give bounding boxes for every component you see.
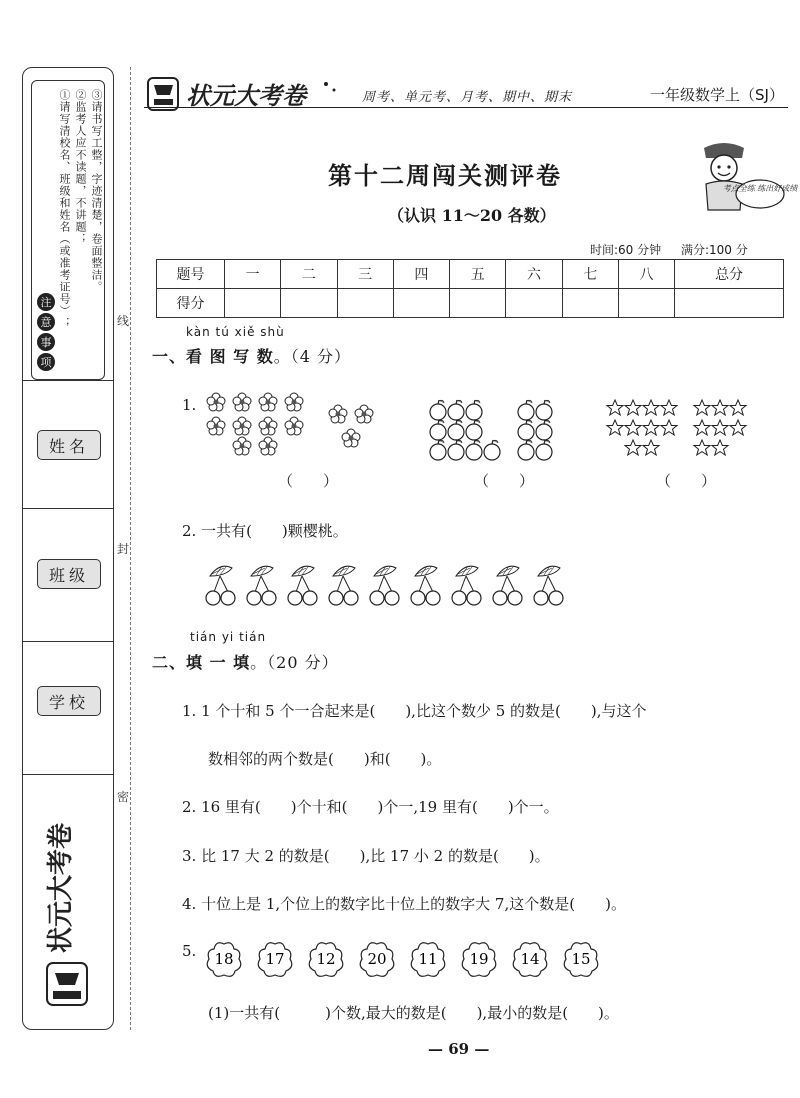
- number-flower-15: [564, 943, 598, 977]
- apple-icon: [518, 400, 534, 420]
- apple-group: [428, 398, 578, 460]
- question-2-2: 2. 16 里有( )个十和( )个一,19 里有( )个一。: [182, 798, 559, 816]
- flower-icon: [329, 405, 347, 423]
- header-rule: [144, 107, 788, 108]
- star-icon: [643, 440, 659, 455]
- exam-meta: [590, 241, 748, 258]
- page-subtitle: （认识 11～20 各数）: [388, 206, 556, 225]
- score-input-cell[interactable]: [337, 289, 393, 318]
- apple-icon: [466, 400, 482, 420]
- notes-box: [31, 80, 105, 380]
- notes-title: 注 意 事 项: [36, 293, 56, 371]
- number-flower-17: [258, 943, 292, 977]
- binding-strip: [22, 67, 114, 1030]
- question-2-4: 4. 十位上是 1,个位上的数字比十位上的数字大 7,这个数是( )。: [182, 895, 626, 913]
- number-flower-12: [309, 943, 343, 977]
- svg-text:状元大考卷: 状元大考卷: [46, 822, 76, 953]
- question-cherries: 2. 一共有( )颗樱桃。: [182, 522, 348, 540]
- cherry-icon: [411, 566, 440, 605]
- note-1: ①请写清校名、班级和姓名（或准考证号）；: [58, 89, 71, 329]
- flower-icon: [285, 417, 303, 435]
- star-icon: [712, 440, 728, 455]
- table-cell: 三: [337, 260, 393, 289]
- number-flower-19: [462, 943, 496, 977]
- question-number: 1.: [182, 396, 197, 414]
- table-row: [157, 260, 784, 289]
- section2-pinyin: tián yi tián: [190, 630, 267, 644]
- mascot-scholar-icon: [684, 138, 798, 216]
- question-2-5-1: (1)一共有( )个数,最大的数是( ),最小的数是( )。: [208, 1004, 619, 1022]
- apple-icon: [518, 440, 534, 460]
- flower-icon: [259, 437, 277, 455]
- question-2-1-line1: 1. 1 个十和 5 个一合起来是( ),比这个数少 5 的数是( ),与这个: [182, 702, 647, 720]
- score-table: [156, 259, 784, 318]
- page-title: 第十二周闯关测评卷: [328, 162, 562, 190]
- table-cell: 二: [281, 260, 337, 289]
- apple-icon: [430, 440, 446, 460]
- flower-icon: [285, 393, 303, 411]
- bind-char-line: 线: [117, 314, 130, 328]
- svg-text:考点全练 练出好成绩: 考点全练 练出好成绩: [722, 184, 798, 193]
- star-icon: [607, 420, 623, 435]
- svg-text:17: 17: [265, 950, 285, 968]
- name-field-label[interactable]: 姓名: [37, 430, 101, 460]
- number-flower-18: [207, 943, 241, 977]
- side-divider: [23, 508, 113, 509]
- note-3: ③请书写工整，字迹清楚，卷面整洁。: [90, 89, 103, 293]
- cherry-icon: [329, 566, 358, 605]
- apple-icon: [430, 420, 446, 440]
- brand-logo: [146, 74, 346, 114]
- cherry-icon: [493, 566, 522, 605]
- table-cell: 得分: [157, 289, 225, 318]
- star-icon: [694, 420, 710, 435]
- question-2-3: 3. 比 17 大 2 的数是( ),比 17 小 2 的数是( )。: [182, 847, 550, 865]
- score-input-cell[interactable]: [675, 289, 784, 318]
- score-input-cell[interactable]: [618, 289, 674, 318]
- table-cell: 八: [618, 260, 674, 289]
- answer-blank-flowers[interactable]: （ ）: [278, 472, 339, 490]
- star-icon: [625, 440, 641, 455]
- star-icon: [625, 400, 641, 415]
- apple-icon: [466, 440, 482, 460]
- flower-icon: [233, 437, 251, 455]
- apple-icon: [518, 420, 534, 440]
- star-icon: [712, 400, 728, 415]
- flower-icon: [233, 417, 251, 435]
- flower-icon: [259, 417, 277, 435]
- full-score: 满分:100 分: [680, 243, 748, 257]
- table-cell: 五: [450, 260, 506, 289]
- number-flowers: [204, 938, 604, 978]
- table-cell: 总分: [675, 260, 784, 289]
- answer-blank-stars[interactable]: （ ）: [656, 472, 717, 490]
- table-row: [157, 289, 784, 318]
- section1-heading: 一、看 图 写 数。（4 分）: [152, 347, 351, 366]
- svg-text:19: 19: [469, 950, 489, 968]
- section2-heading: 二、填 一 填。（20 分）: [152, 653, 339, 672]
- binding-line: [130, 67, 131, 1030]
- question-2-1-line2: 数相邻的两个数是( )和( )。: [208, 750, 442, 768]
- number-flower-11: [411, 943, 445, 977]
- star-icon: [607, 400, 623, 415]
- number-flower-14: [513, 943, 547, 977]
- side-divider: [23, 774, 113, 775]
- apple-icon: [466, 420, 482, 440]
- apple-icon: [448, 400, 464, 420]
- star-icon: [712, 420, 728, 435]
- cherry-icon: [206, 566, 235, 605]
- star-icon: [661, 400, 677, 415]
- class-field-label[interactable]: 班级: [37, 559, 101, 589]
- svg-text:状元大考卷: 状元大考卷: [186, 82, 306, 110]
- table-cell: 一: [225, 260, 281, 289]
- table-cell: 七: [562, 260, 618, 289]
- score-input-cell[interactable]: [562, 289, 618, 318]
- apple-icon: [536, 440, 552, 460]
- star-icon: [730, 400, 746, 415]
- apple-icon: [536, 400, 552, 420]
- cherry-row: [204, 562, 574, 606]
- time-limit: 时间:60 分钟: [590, 243, 662, 257]
- star-icon: [730, 420, 746, 435]
- bind-char-seal: 封: [117, 542, 130, 556]
- flower-icon: [233, 393, 251, 411]
- star-icon: [694, 400, 710, 415]
- cherry-icon: [247, 566, 276, 605]
- side-divider: [23, 641, 113, 642]
- score-input-cell[interactable]: [506, 289, 562, 318]
- cherry-icon: [452, 566, 481, 605]
- flower-icon: [259, 393, 277, 411]
- score-input-cell[interactable]: [225, 289, 281, 318]
- question-number: 5.: [182, 942, 197, 960]
- answer-blank-apples[interactable]: （ ）: [474, 472, 535, 490]
- apple-icon: [484, 440, 500, 460]
- score-input-cell[interactable]: [393, 289, 449, 318]
- svg-text:20: 20: [367, 950, 387, 968]
- school-field-label[interactable]: 学校: [37, 686, 101, 716]
- table-cell: 题号: [157, 260, 225, 289]
- apple-icon: [430, 400, 446, 420]
- flower-icon: [207, 393, 225, 411]
- svg-text:11: 11: [418, 950, 438, 968]
- bind-char-secret: 密: [117, 790, 130, 804]
- grade-label: 一年级数学上（SJ）: [650, 86, 784, 104]
- svg-text:12: 12: [316, 950, 336, 968]
- svg-text:15: 15: [571, 950, 591, 968]
- cherry-icon: [534, 566, 563, 605]
- score-input-cell[interactable]: [281, 289, 337, 318]
- cherry-icon: [288, 566, 317, 605]
- score-input-cell[interactable]: [450, 289, 506, 318]
- number-flower-20: [360, 943, 394, 977]
- page-number: — 69 —: [428, 1040, 490, 1058]
- star-icon: [625, 420, 641, 435]
- apple-icon: [536, 420, 552, 440]
- cherry-icon: [370, 566, 399, 605]
- apple-icon: [448, 420, 464, 440]
- exam-types: 周考、单元考、月考、期中、期末: [362, 90, 573, 105]
- side-divider: [23, 380, 113, 381]
- flower-icon: [355, 405, 373, 423]
- apple-icon: [448, 440, 464, 460]
- flower-group: [204, 390, 384, 452]
- table-cell: 四: [393, 260, 449, 289]
- star-icon: [661, 420, 677, 435]
- star-icon: [643, 420, 659, 435]
- flower-icon: [342, 429, 360, 447]
- star-icon: [643, 400, 659, 415]
- svg-text:14: 14: [520, 950, 540, 968]
- section1-pinyin: kàn tú xiě shù: [186, 325, 285, 339]
- star-icon: [694, 440, 710, 455]
- svg-text:18: 18: [214, 950, 234, 968]
- note-2: ②监考人应不读题，不讲题；: [74, 89, 87, 245]
- table-cell: 六: [506, 260, 562, 289]
- flower-icon: [207, 417, 225, 435]
- brand-logo-vertical: [39, 813, 99, 1013]
- star-group: [606, 398, 756, 460]
